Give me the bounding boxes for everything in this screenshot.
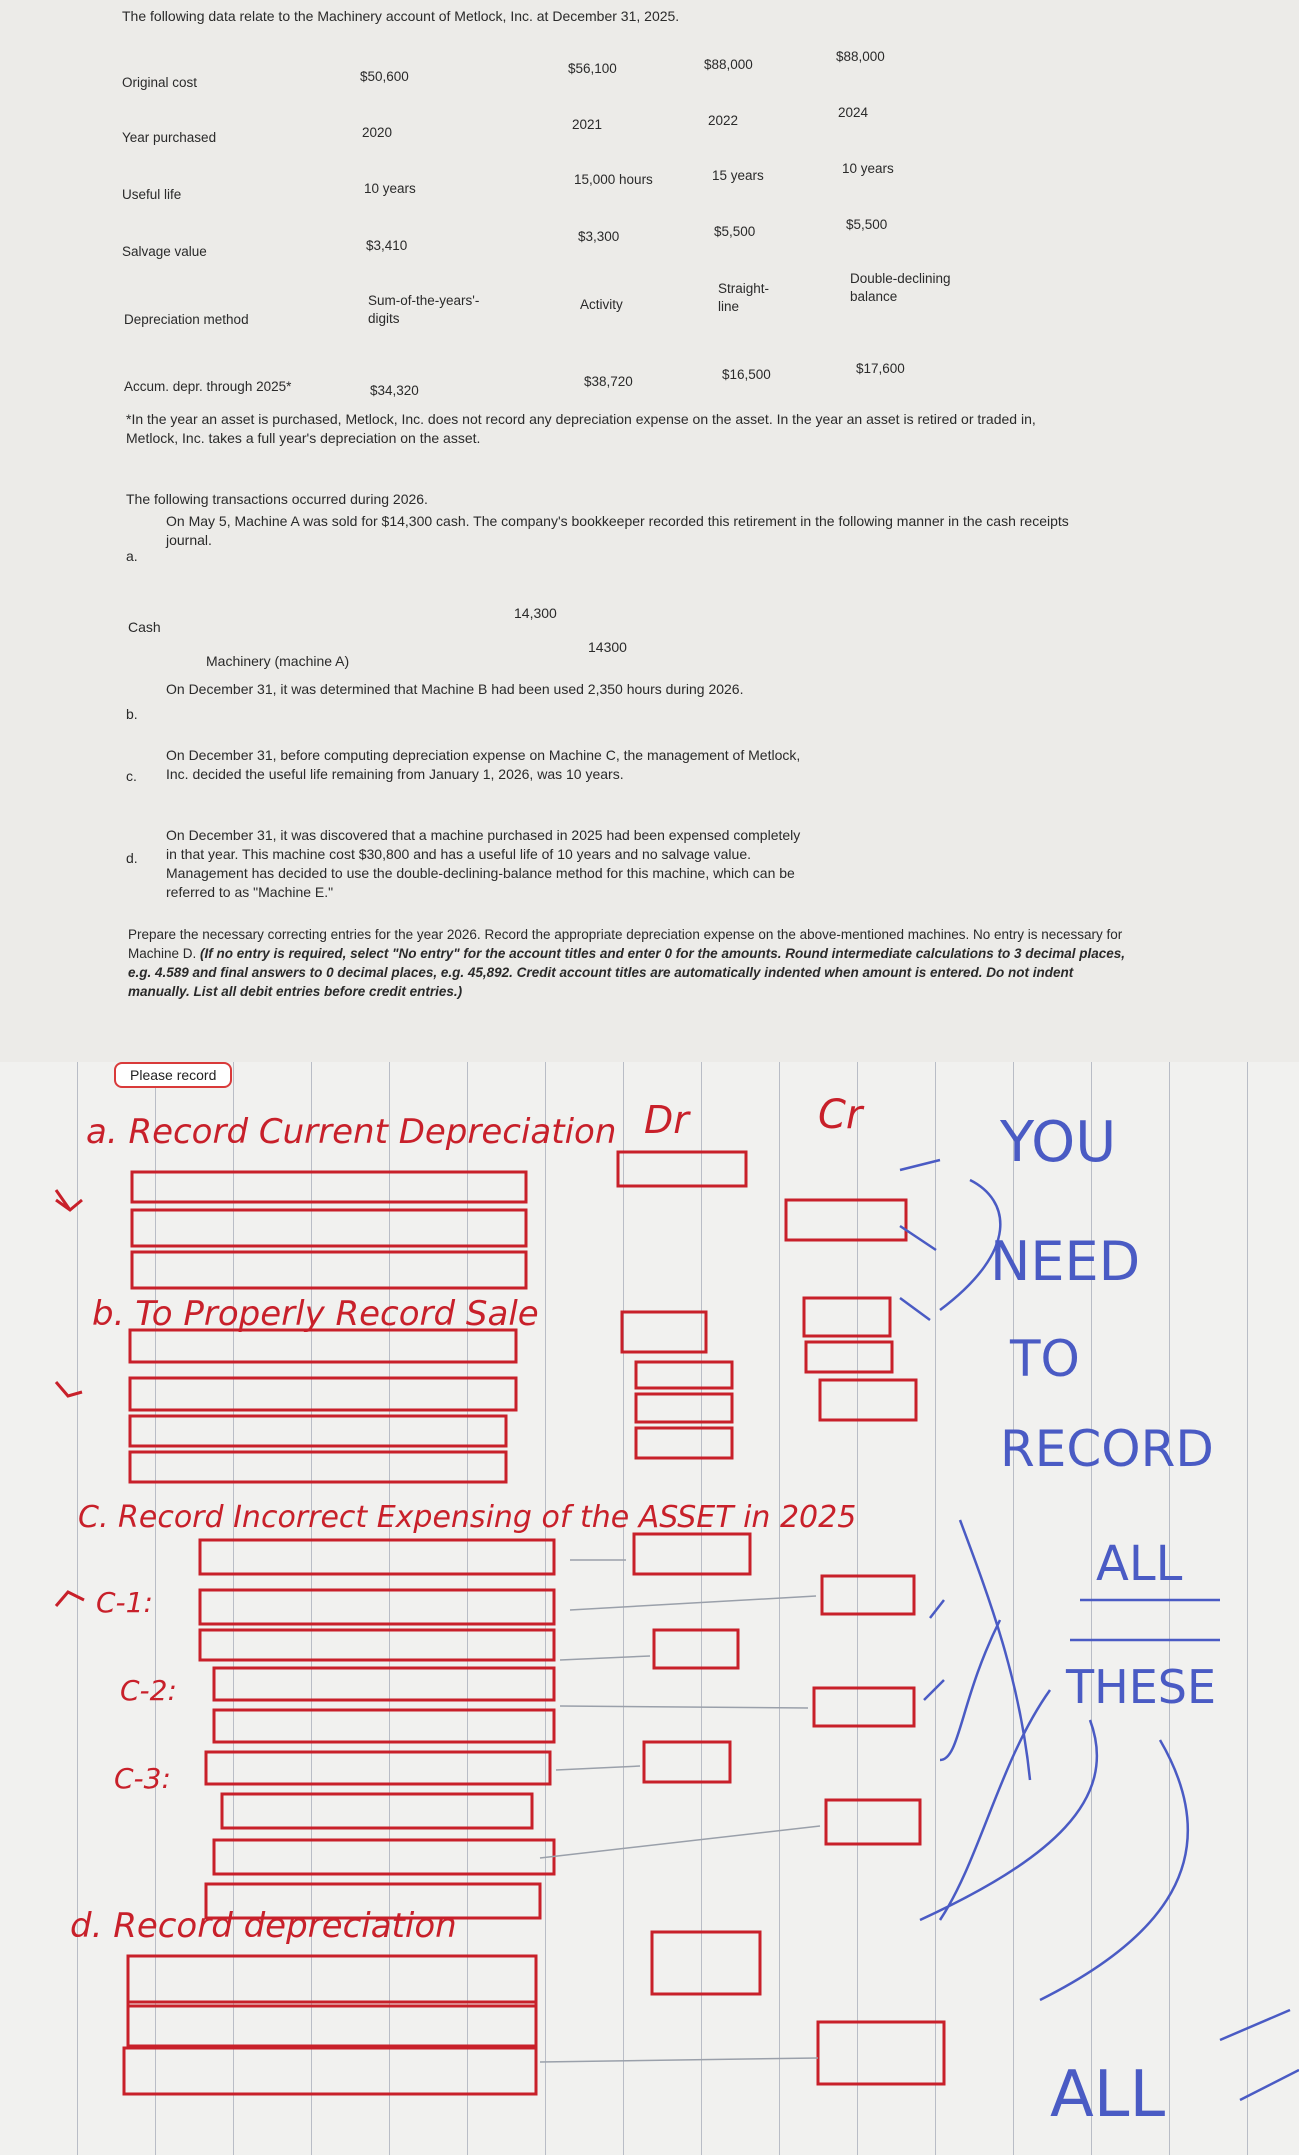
- entry-box: [200, 1630, 554, 1660]
- footnote: *In the year an asset is purchased, Metlock, Inc. does not record any depreciation expense on the asset. In the year an asset is retired or traded in, Metlock, Inc. takes a full year's depreciation on the asset.: [126, 411, 1036, 446]
- entry-box: [130, 1330, 516, 1362]
- cr-box: [822, 1576, 914, 1614]
- cr-box: [786, 1200, 906, 1240]
- instructions-bold: (If no entry is required, select "No entry" for the account titles and enter 0 for the amounts. Round intermediate calculations to 3 decimal places, e.g. 4.589 and final answers to 0 decimal places, e.g. 45,892. Credit account titles are automatically indented when amount is entered. Do not indent manually. List all debit entries before credit entries.): [128, 946, 1126, 999]
- row-label: Useful life: [122, 187, 182, 202]
- cell: $3,410: [366, 238, 408, 253]
- section-b-title: b. To Properly Record Sale: [92, 1294, 539, 1334]
- cell: Straight-line: [718, 281, 770, 314]
- cell: 15 years: [712, 168, 764, 183]
- note-record: RECORD: [1000, 1420, 1214, 1478]
- item-letter: c.: [126, 768, 137, 784]
- item-text: On December 31, it was discovered that a machine purchased in 2025 had been expensed completely in that year. This machine cost $30,800 and has a useful life of 10 years and no salvage value. Management has decided to use the double-declining-balance method for this machine, which can be referred to as "Machine E.": [166, 827, 801, 900]
- dr-box: [652, 1932, 760, 1994]
- entry-box: [132, 1252, 526, 1288]
- entry-box: [128, 2002, 536, 2046]
- dr-box: [636, 1394, 732, 1422]
- item-letter: d.: [126, 850, 138, 866]
- section-c-title: C. Record Incorrect Expensing of the ASSET in 2025: [78, 1500, 857, 1535]
- cell: 2024: [838, 105, 869, 120]
- cell: $34,320: [370, 383, 419, 398]
- cell: $50,600: [360, 69, 409, 84]
- cr-box: [820, 1380, 916, 1420]
- cr-box: [814, 1688, 914, 1726]
- entry-box: [214, 1668, 554, 1700]
- entry-box: [132, 1172, 526, 1202]
- entry-box: [200, 1590, 554, 1624]
- row-label: Salvage value: [122, 244, 207, 259]
- cell: $16,500: [722, 367, 771, 382]
- journal-credit-amount: 14300: [588, 639, 627, 655]
- cr-box: [818, 2022, 944, 2084]
- cell: Double-declining balance: [850, 271, 951, 304]
- row-label: Original cost: [122, 75, 198, 90]
- cell: $17,600: [856, 361, 905, 376]
- cr-box: [826, 1800, 920, 1844]
- c2-label: C-2:: [120, 1674, 177, 1707]
- entry-box: [214, 1840, 554, 1874]
- note-need: NEED: [990, 1230, 1141, 1293]
- item-text: On December 31, it was determined that Machine B had been used 2,350 hours during 2026.: [166, 681, 744, 697]
- note-you: YOU: [1000, 1110, 1117, 1175]
- dr-box: [644, 1742, 730, 1782]
- item-letter: a.: [126, 548, 138, 564]
- cell: 2022: [708, 113, 739, 128]
- cell: $3,300: [578, 229, 620, 244]
- cell: 15,000 hours: [574, 172, 653, 187]
- dr-box: [634, 1534, 750, 1574]
- instructions-plain: Prepare the necessary correcting entries for the year 2026. Record the appropriate depreciation expense on the above-mentioned machines. No entry is necessary for Machine D.: [128, 927, 1123, 961]
- journal-credit-account: Machinery (machine A): [206, 653, 350, 669]
- entry-box: [128, 1956, 536, 2006]
- cr-box: [806, 1342, 892, 1372]
- cell: Activity: [580, 297, 623, 312]
- dr-box: [654, 1630, 738, 1668]
- please-record-button[interactable]: Please record: [114, 1062, 232, 1088]
- cr-box: [804, 1298, 890, 1336]
- intro-text: The following data relate to the Machinery account of Metlock, Inc. at December 31, 2025.: [122, 8, 680, 24]
- cell: $5,500: [714, 224, 756, 239]
- note-to: TO: [1010, 1330, 1080, 1388]
- row-label: Depreciation method: [124, 312, 249, 327]
- dr-header: Dr: [644, 1098, 689, 1142]
- entry-box: [222, 1794, 532, 1828]
- item-text: On December 31, before computing depreciation expense on Machine C, the management of Metlock, Inc. decided the useful life remaining from January 1, 2026, was 10 years.: [166, 747, 801, 782]
- dr-box: [636, 1428, 732, 1458]
- c1-label: C-1:: [96, 1586, 153, 1619]
- cell: 2020: [362, 125, 393, 140]
- journal-debit-account: Cash: [128, 619, 161, 635]
- note-these: THESE: [1066, 1660, 1217, 1714]
- cell: $88,000: [836, 49, 885, 64]
- entry-box: [132, 1210, 526, 1246]
- entry-box: [214, 1710, 554, 1742]
- note-bottom-all: ALL: [1050, 2058, 1166, 2132]
- dr-box: [618, 1152, 746, 1186]
- transactions-intro: The following transactions occurred during 2026.: [126, 491, 428, 507]
- section-a-title: a. Record Current Depreciation: [86, 1112, 617, 1152]
- row-label: Accum. depr. through 2025*: [124, 379, 292, 394]
- row-label: Year purchased: [122, 130, 217, 145]
- entry-box: [124, 2048, 536, 2094]
- cell: $56,100: [568, 61, 617, 76]
- note-all: ALL: [1096, 1536, 1183, 1592]
- cell: Sum-of-the-years'-digits: [368, 293, 480, 326]
- cell: $38,720: [584, 374, 633, 389]
- entry-box: [206, 1752, 550, 1784]
- entry-box: [200, 1540, 554, 1574]
- cell: 10 years: [842, 161, 894, 176]
- entry-box: [130, 1452, 506, 1482]
- cell: 2021: [572, 117, 603, 132]
- cell: 10 years: [364, 181, 416, 196]
- journal-debit-amount: 14,300: [514, 605, 557, 621]
- cr-header: Cr: [818, 1092, 863, 1138]
- cell: $88,000: [704, 57, 753, 72]
- cell: $5,500: [846, 217, 888, 232]
- entry-box: [130, 1378, 516, 1410]
- section-d-title: d. Record depreciation: [70, 1906, 457, 1946]
- item-text: On May 5, Machine A was sold for $14,300 cash. The company's bookkeeper recorded this retirement in the following manner in the cash receipts journal.: [166, 513, 1069, 548]
- dr-box: [636, 1362, 732, 1388]
- dr-box: [622, 1312, 706, 1352]
- item-letter: b.: [126, 706, 138, 722]
- c3-label: C-3:: [114, 1762, 171, 1795]
- entry-box: [130, 1416, 506, 1446]
